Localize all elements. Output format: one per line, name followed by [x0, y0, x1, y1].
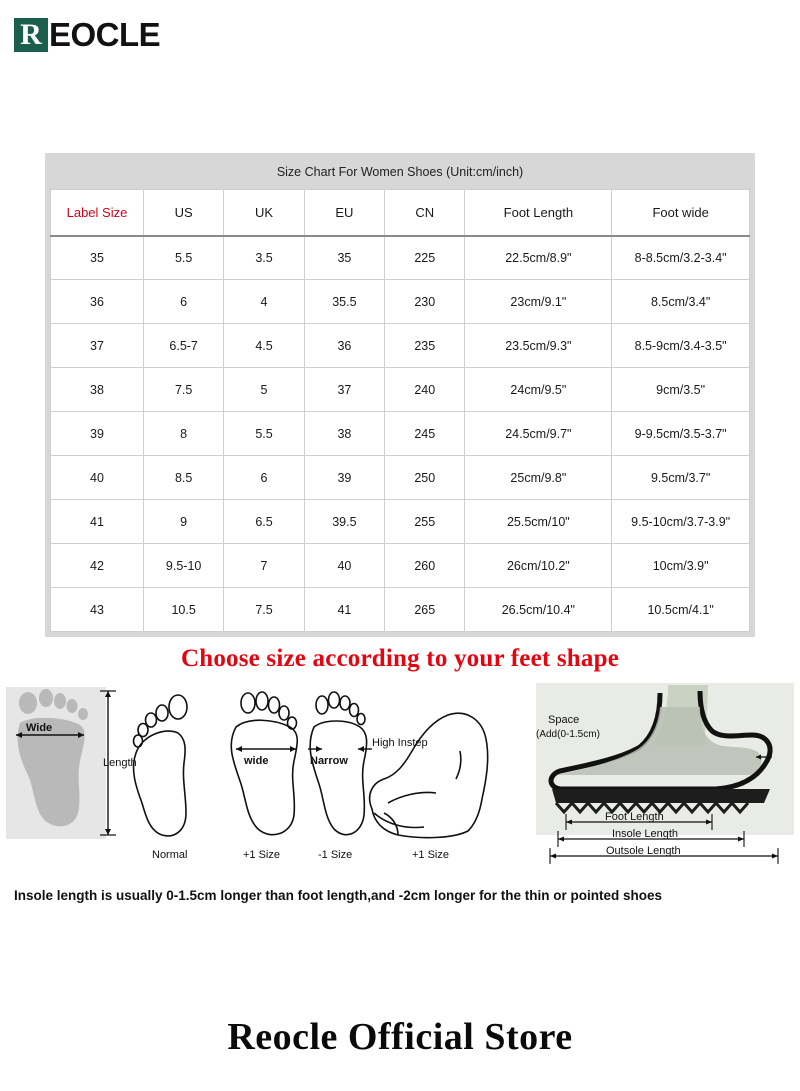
caption-plus-one-size: +1 Size [243, 849, 280, 861]
cell-eu: 35 [304, 236, 384, 280]
table-row [51, 456, 750, 500]
table-row [51, 324, 750, 368]
cell-cn: 245 [385, 412, 465, 456]
cell-us: 7.5 [143, 368, 223, 412]
brand-name: EOCLE [49, 16, 161, 53]
column-header-label-size: Label Size [51, 190, 144, 236]
cell-foot-wide: 10cm/3.9" [612, 544, 750, 588]
cell-cn: 255 [385, 500, 465, 544]
cell-foot-length: 26.5cm/10.4" [465, 588, 612, 632]
cell-label-size: 37 [51, 324, 144, 368]
cell-foot-wide: 10.5cm/4.1" [612, 588, 750, 632]
cell-us: 9 [143, 500, 223, 544]
cell-label-size: 41 [51, 500, 144, 544]
cell-label-size: 38 [51, 368, 144, 412]
cell-us: 8.5 [143, 456, 223, 500]
cell-cn: 260 [385, 544, 465, 588]
cell-eu: 41 [304, 588, 384, 632]
cell-foot-length: 26cm/10.2" [465, 544, 612, 588]
cell-eu: 37 [304, 368, 384, 412]
cell-foot-wide: 9.5cm/3.7" [612, 456, 750, 500]
cell-label-size: 40 [51, 456, 144, 500]
cell-foot-length: 22.5cm/8.9" [465, 236, 612, 280]
brand-header [14, 18, 160, 52]
cell-us: 9.5-10 [143, 544, 223, 588]
cell-cn: 250 [385, 456, 465, 500]
table-row [51, 280, 750, 324]
cell-cn: 230 [385, 280, 465, 324]
cell-us: 8 [143, 412, 223, 456]
cell-cn: 240 [385, 368, 465, 412]
cell-eu: 39.5 [304, 500, 384, 544]
column-header-foot-length: Foot Length [465, 190, 612, 236]
foot-measure-diagram [6, 687, 137, 839]
caption-minus-one-size: -1 Size [318, 849, 353, 861]
label-high-instep: High Instep [372, 737, 428, 749]
cell-foot-wide: 9.5-10cm/3.7-3.9" [612, 500, 750, 544]
store-name: Reocle Official Store [227, 1016, 573, 1058]
cell-eu: 36 [304, 324, 384, 368]
cell-foot-length: 24cm/9.5" [465, 368, 612, 412]
cell-us: 6 [143, 280, 223, 324]
cell-eu: 35.5 [304, 280, 384, 324]
cell-us: 6.5-7 [143, 324, 223, 368]
size-chart-caption: Size Chart For Women Shoes (Unit:cm/inch) [50, 158, 750, 189]
cell-foot-length: 23.5cm/9.3" [465, 324, 612, 368]
cell-uk: 7.5 [224, 588, 304, 632]
illustration-band [0, 683, 800, 868]
table-row [51, 412, 750, 456]
column-header-foot-wide: Foot wide [612, 190, 750, 236]
cell-uk: 5 [224, 368, 304, 412]
cell-uk: 7 [224, 544, 304, 588]
table-row [51, 368, 750, 412]
cell-cn: 225 [385, 236, 465, 280]
cell-foot-wide: 9cm/3.5" [612, 368, 750, 412]
insole-note-text: Insole length is usually 0-1.5cm longer than foot length,and -2cm longer for the thin or pointed shoes [14, 888, 663, 903]
label-insole-length: Insole Length [612, 828, 679, 840]
label-outsole-length: Outsole Length [606, 845, 681, 857]
cell-cn: 265 [385, 588, 465, 632]
column-header-uk: UK [224, 190, 304, 236]
foot-shape-normal [134, 695, 188, 836]
column-header-cn: CN [385, 190, 465, 236]
cell-foot-wide: 8.5-9cm/3.4-3.5" [612, 324, 750, 368]
table-row [51, 500, 750, 544]
column-header-eu: EU [304, 190, 384, 236]
cell-uk: 6.5 [224, 500, 304, 544]
cell-uk: 4.5 [224, 324, 304, 368]
cell-foot-wide: 8.5cm/3.4" [612, 280, 750, 324]
caption-normal: Normal [152, 849, 188, 861]
cell-label-size: 42 [51, 544, 144, 588]
cell-eu: 38 [304, 412, 384, 456]
cell-uk: 6 [224, 456, 304, 500]
cell-uk: 5.5 [224, 412, 304, 456]
cell-foot-wide: 8-8.5cm/3.2-3.4" [612, 236, 750, 280]
cell-foot-length: 25.5cm/10" [465, 500, 612, 544]
headline-text: Choose size according to your feet shape [180, 645, 620, 672]
cell-uk: 3.5 [224, 236, 304, 280]
label-space: Space [548, 714, 580, 726]
cell-cn: 235 [385, 324, 465, 368]
cell-foot-length: 24.5cm/9.7" [465, 412, 612, 456]
label-length: Length [103, 757, 137, 769]
cell-label-size: 35 [51, 236, 144, 280]
label-space-value: (Add(0-1.5cm) [536, 729, 600, 740]
table-row [51, 236, 750, 280]
label-wide: Wide [26, 722, 53, 734]
label-wide-shape: wide [244, 755, 269, 767]
label-foot-length: Foot Length [605, 811, 664, 823]
cell-label-size: 43 [51, 588, 144, 632]
table-row [51, 588, 750, 632]
foot-shape-high-instep [370, 713, 488, 837]
table-row [51, 544, 750, 588]
cell-foot-length: 23cm/9.1" [465, 280, 612, 324]
size-chart-table [50, 158, 750, 632]
caption-high-instep-plus-one-size: +1 Size [412, 849, 449, 861]
cell-us: 10.5 [143, 588, 223, 632]
cell-eu: 40 [304, 544, 384, 588]
cell-us: 5.5 [143, 236, 223, 280]
column-header-us: US [143, 190, 223, 236]
table-header-row [51, 190, 750, 236]
cell-eu: 39 [304, 456, 384, 500]
cell-foot-wide: 9-9.5cm/3.5-3.7" [612, 412, 750, 456]
cell-foot-length: 25cm/9.8" [465, 456, 612, 500]
cell-label-size: 39 [51, 412, 144, 456]
cell-uk: 4 [224, 280, 304, 324]
label-narrow-shape: Narrow [310, 755, 348, 767]
size-chart-container [45, 153, 755, 637]
reocle-logo-icon: R [14, 18, 48, 52]
cell-label-size: 36 [51, 280, 144, 324]
